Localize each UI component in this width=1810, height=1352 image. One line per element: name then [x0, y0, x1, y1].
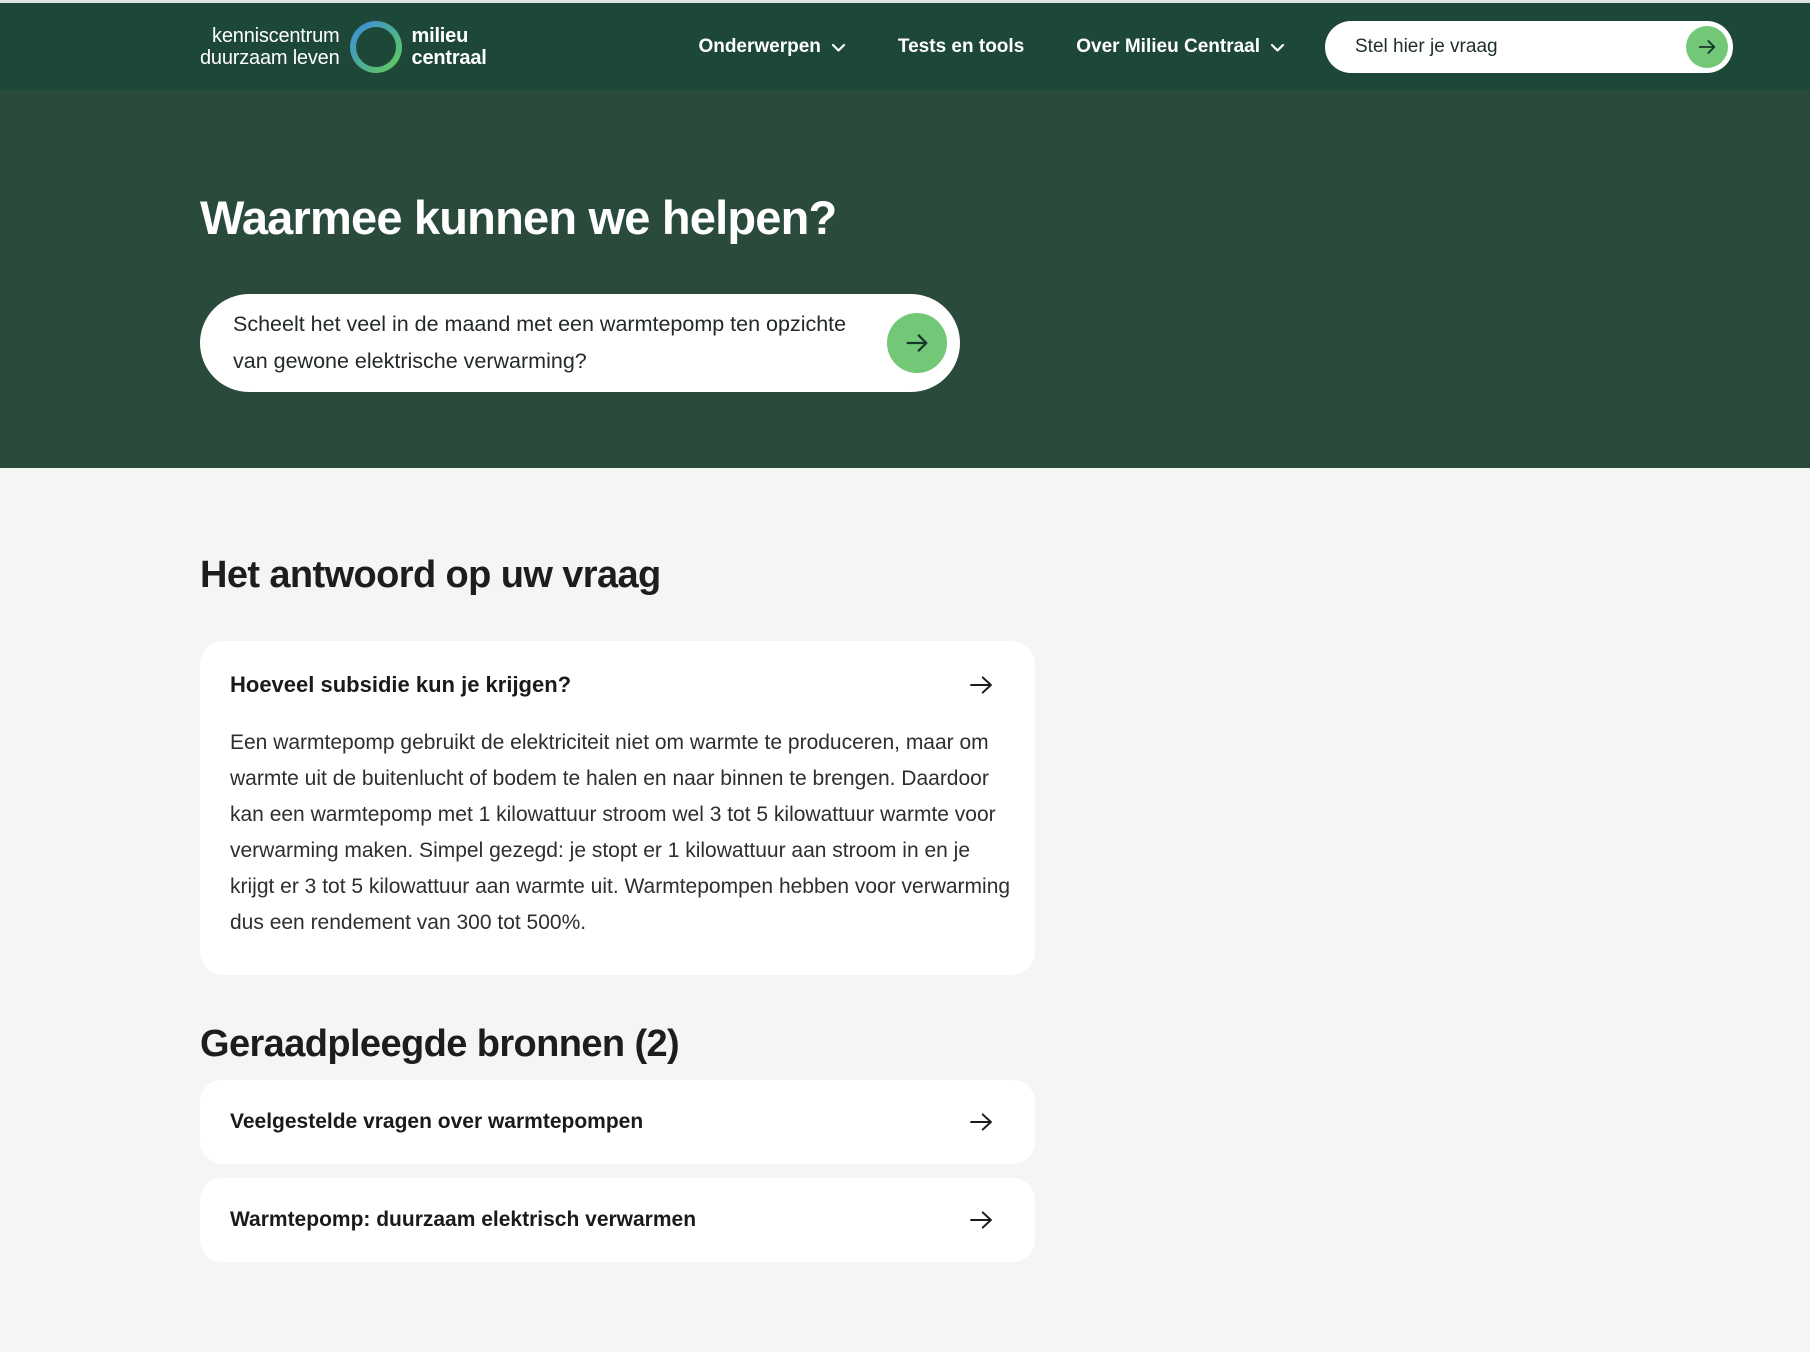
- hero-title: Waarmee kunnen we helpen?: [200, 191, 837, 244]
- hero-section: [0, 90, 1810, 468]
- source-card-warmtepomp[interactable]: [200, 1178, 1035, 1262]
- arrow-right-icon: [967, 671, 995, 699]
- question-text: Scheelt het veel in de maand met een warmtepomp ten opzichte van gewone elektrische verwarming?: [233, 312, 847, 373]
- site-logo[interactable]: [200, 21, 487, 73]
- answer-section-heading: Het antwoord op uw vraag: [200, 554, 661, 596]
- answer-card: [200, 641, 1035, 975]
- chevron-down-icon: [1270, 43, 1285, 53]
- nav-item-tests-en-tools[interactable]: [898, 36, 1024, 58]
- logo-ring-inner: [356, 27, 396, 67]
- nav-item-over-milieu-centraal[interactable]: [1076, 36, 1285, 58]
- logo-line: duurzaam leven: [200, 46, 340, 69]
- search-input[interactable]: [1355, 36, 1655, 58]
- answer-card-body: Een warmtepomp gebruikt de elektriciteit niet om warmte te produceren, maar om warmte uit de buitenlucht of bodem te halen en naar binnen te brengen. Daardoor kan een warmtepomp met 1 kilowattuur stroom wel 3 tot 5 kilowattuur warmte voor verwarming maken. Simpel gezegd: je stopt er 1 kilowattuur aan stroom in en je krijgt er 3 tot 5 kilowattuur aan warmte uit. Warmtepompen hebben voor verwarming dus een rendement van 300 tot 500%.: [230, 731, 1011, 934]
- logo-text-right: [412, 25, 487, 69]
- sources-section-heading: Geraadpleegde bronnen (2): [200, 1023, 680, 1065]
- logo-line: kenniscentrum: [212, 24, 340, 47]
- main-nav: [698, 36, 1285, 58]
- logo-line: milieu: [411, 24, 469, 47]
- arrow-right-icon: [967, 1108, 995, 1136]
- source-card-title: Warmtepomp: duurzaam elektrisch verwarmen: [230, 1208, 697, 1231]
- logo-line: centraal: [411, 46, 487, 69]
- arrow-right-icon: [1696, 36, 1718, 58]
- question-submit-button[interactable]: [887, 313, 947, 373]
- search-submit-button[interactable]: [1686, 26, 1728, 68]
- arrow-right-icon: [903, 329, 931, 357]
- nav-item-onderwerpen[interactable]: [698, 36, 845, 58]
- nav-item-label: Over Milieu Centraal: [1076, 35, 1260, 57]
- chevron-down-icon: [831, 43, 846, 53]
- answer-card-title: Hoeveel subsidie kun je krijgen?: [230, 672, 572, 697]
- logo-text-left: [200, 25, 340, 69]
- source-card-veelgestelde-vragen[interactable]: [200, 1080, 1035, 1164]
- nav-item-label: Onderwerpen: [698, 35, 821, 57]
- source-card-title: Veelgestelde vragen over warmtepompen: [230, 1110, 644, 1133]
- header-search: [1325, 21, 1733, 73]
- logo-ring-icon: [350, 21, 402, 73]
- main-content: [0, 468, 1810, 1262]
- answer-card-link[interactable]: [230, 671, 995, 699]
- nav-item-label: Tests en tools: [897, 35, 1025, 57]
- header: [0, 0, 1810, 90]
- arrow-right-icon: [967, 1206, 995, 1234]
- question-input-box[interactable]: [200, 294, 960, 392]
